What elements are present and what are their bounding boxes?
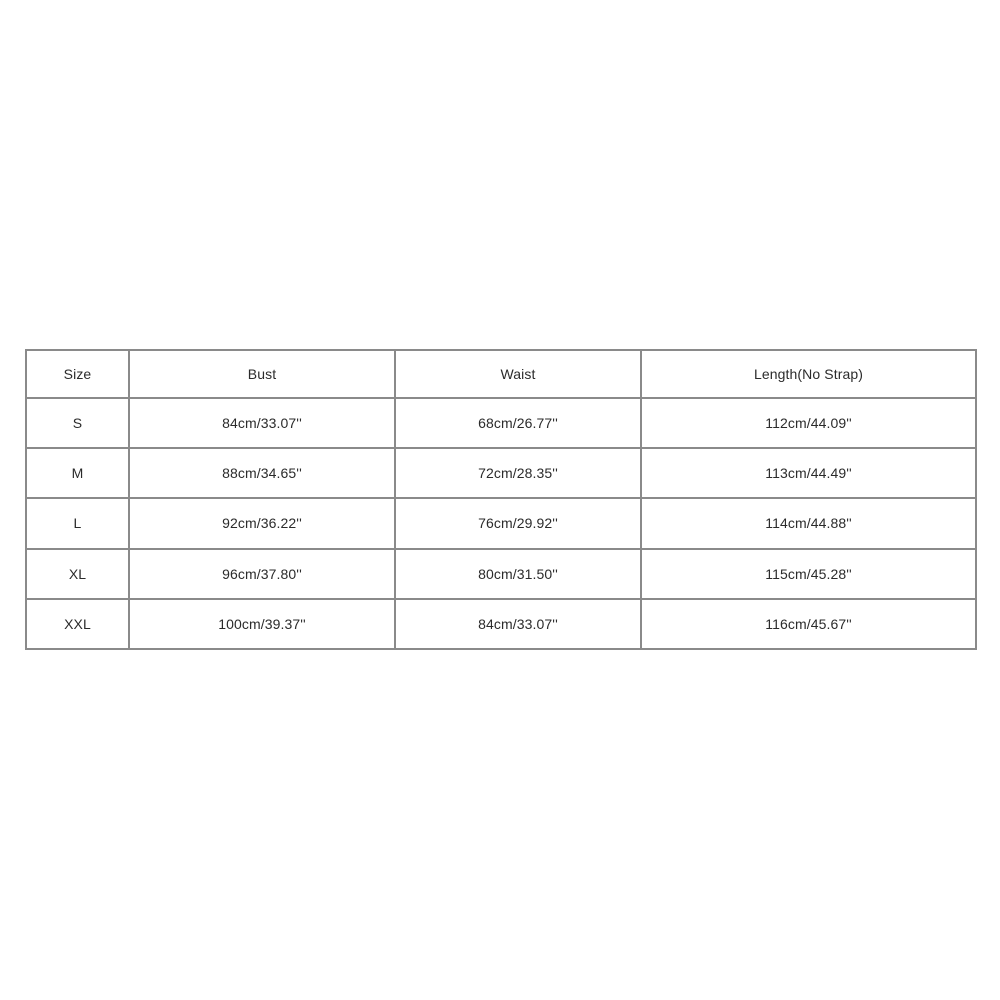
table-row — [26, 599, 976, 649]
size-chart-body — [26, 398, 976, 649]
cell-size: L — [26, 498, 129, 548]
cell-size: M — [26, 448, 129, 498]
header-row — [26, 350, 976, 398]
cell-size: XXL — [26, 599, 129, 649]
header-size: Size — [26, 350, 129, 398]
cell-waist: 84cm/33.07'' — [395, 599, 641, 649]
cell-length: 115cm/45.28'' — [641, 549, 976, 599]
header-bust: Bust — [129, 350, 395, 398]
cell-waist: 68cm/26.77'' — [395, 398, 641, 448]
header-waist: Waist — [395, 350, 641, 398]
cell-bust: 96cm/37.80'' — [129, 549, 395, 599]
cell-waist: 76cm/29.92'' — [395, 498, 641, 548]
cell-size: S — [26, 398, 129, 448]
size-chart-table — [25, 349, 977, 650]
cell-length: 114cm/44.88'' — [641, 498, 976, 548]
cell-length: 113cm/44.49'' — [641, 448, 976, 498]
cell-length: 112cm/44.09'' — [641, 398, 976, 448]
size-chart-header — [26, 350, 976, 398]
cell-bust: 84cm/33.07'' — [129, 398, 395, 448]
cell-length: 116cm/45.67'' — [641, 599, 976, 649]
header-length: Length(No Strap) — [641, 350, 976, 398]
cell-bust: 100cm/39.37'' — [129, 599, 395, 649]
table-row — [26, 398, 976, 448]
table-row — [26, 448, 976, 498]
cell-waist: 80cm/31.50'' — [395, 549, 641, 599]
table-row — [26, 549, 976, 599]
cell-waist: 72cm/28.35'' — [395, 448, 641, 498]
cell-bust: 88cm/34.65'' — [129, 448, 395, 498]
cell-size: XL — [26, 549, 129, 599]
cell-bust: 92cm/36.22'' — [129, 498, 395, 548]
table-row — [26, 498, 976, 548]
